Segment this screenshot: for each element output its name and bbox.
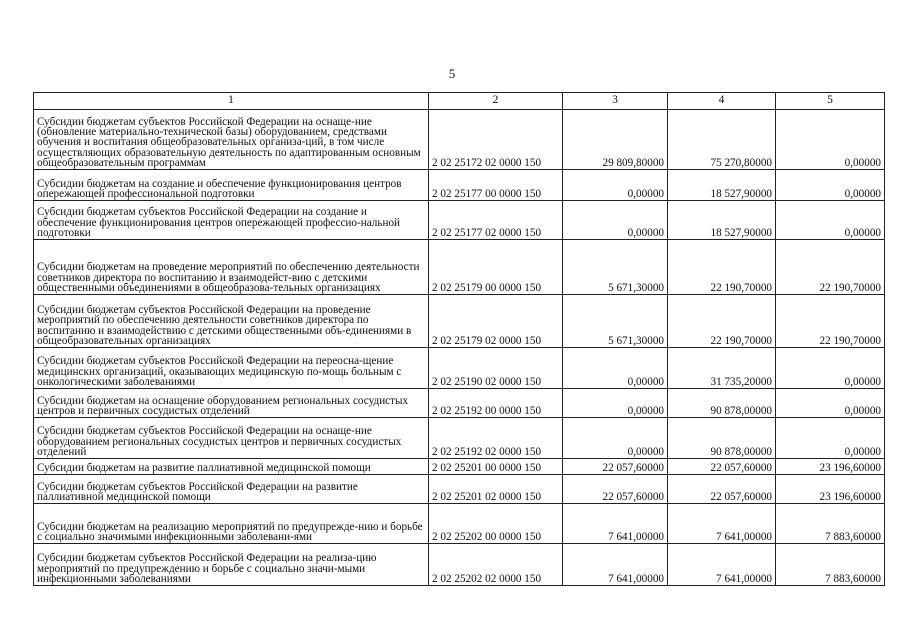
row-value-col3: 0,00000 bbox=[563, 170, 668, 201]
row-code-cell: 2 02 25192 02 0000 150 bbox=[429, 418, 563, 459]
row-value-col3: 0,00000 bbox=[563, 389, 668, 418]
row-value-col5: 23 196,60000 bbox=[776, 475, 885, 504]
row-value-col4: 22 057,60000 bbox=[668, 459, 776, 475]
row-code-cell: 2 02 25179 00 0000 150 bbox=[429, 240, 563, 295]
row-value-col3: 7 641,00000 bbox=[563, 544, 668, 586]
page-number: 5 bbox=[448, 66, 456, 81]
row-value-col5: 7 883,60000 bbox=[776, 504, 885, 544]
table-row bbox=[34, 201, 885, 240]
row-code-cell: 2 02 25202 00 0000 150 bbox=[429, 504, 563, 544]
table-row bbox=[34, 459, 885, 475]
row-value-col5: 0,00000 bbox=[776, 348, 885, 389]
row-name-cell: Субсидии бюджетам субъектов Российской Федерации на реализа-цию мероприятий по предупреждению и борьбе с социально значи-мыми инфекционными заболеваниями bbox=[34, 544, 429, 586]
row-code-cell: 2 02 25192 00 0000 150 bbox=[429, 389, 563, 418]
column-header-5: 5 bbox=[776, 93, 885, 110]
row-name-cell: Субсидии бюджетам на проведение мероприятий по обеспечению деятельности советников директора по воспитанию и взаимодейст-вию с детскими общественными объединениями в общеобразова-тельных организациях bbox=[34, 240, 429, 295]
table-row bbox=[34, 240, 885, 295]
row-code-cell: 2 02 25177 00 0000 150 bbox=[429, 170, 563, 201]
row-value-col5: 0,00000 bbox=[776, 110, 885, 170]
column-header-2: 2 bbox=[429, 93, 563, 110]
row-value-col4: 18 527,90000 bbox=[668, 201, 776, 240]
table-row bbox=[34, 295, 885, 348]
row-code-cell: 2 02 25201 02 0000 150 bbox=[429, 475, 563, 504]
table-row bbox=[34, 389, 885, 418]
row-value-col4: 22 190,70000 bbox=[668, 240, 776, 295]
row-value-col5: 0,00000 bbox=[776, 418, 885, 459]
row-name-cell: Субсидии бюджетам на развитие паллиативной медицинской помощи bbox=[34, 459, 429, 475]
row-name-cell: Субсидии бюджетам субъектов Российской Федерации на оснаще-ние оборудованием региональных сосудистых центров и первичных сосудистых отделений bbox=[34, 418, 429, 459]
row-value-col3: 0,00000 bbox=[563, 348, 668, 389]
row-name-cell: Субсидии бюджетам на оснащение оборудованием региональных сосудистых центров и первичных сосудистых отделений bbox=[34, 389, 429, 418]
row-value-col3: 29 809,80000 bbox=[563, 110, 668, 170]
column-header-4: 4 bbox=[668, 93, 776, 110]
row-name-cell: Субсидии бюджетам субъектов Российской Федерации на проведение мероприятий по обеспечению деятельности советников директора по воспитанию и взаимодействию с детскими общественными объ-единениями в общеобразовательных организациях bbox=[34, 295, 429, 348]
row-value-col3: 7 641,00000 bbox=[563, 504, 668, 544]
row-value-col3: 22 057,60000 bbox=[563, 475, 668, 504]
row-value-col3: 0,00000 bbox=[563, 418, 668, 459]
row-value-col3: 5 671,30000 bbox=[563, 240, 668, 295]
row-value-col5: 22 190,70000 bbox=[776, 295, 885, 348]
row-value-col5: 0,00000 bbox=[776, 389, 885, 418]
table-row bbox=[34, 170, 885, 201]
row-code-cell: 2 02 25190 02 0000 150 bbox=[429, 348, 563, 389]
table-row bbox=[34, 418, 885, 459]
row-code-cell: 2 02 25177 02 0000 150 bbox=[429, 201, 563, 240]
table-row bbox=[34, 544, 885, 586]
row-value-col4: 75 270,80000 bbox=[668, 110, 776, 170]
table-row bbox=[34, 348, 885, 389]
row-name-cell: Субсидии бюджетам субъектов Российской Федерации на развитие паллиативной медицинской помощи bbox=[34, 475, 429, 504]
row-value-col3: 5 671,30000 bbox=[563, 295, 668, 348]
budget-revenue-table bbox=[33, 92, 885, 586]
row-code-cell: 2 02 25202 02 0000 150 bbox=[429, 544, 563, 586]
row-name-cell: Субсидии бюджетам на реализацию мероприятий по предупрежде-нию и борьбе с социально значимыми инфекционными заболевани-ями bbox=[34, 504, 429, 544]
row-value-col5: 0,00000 bbox=[776, 201, 885, 240]
table-row bbox=[34, 110, 885, 170]
table-row bbox=[34, 504, 885, 544]
row-code-cell: 2 02 25201 00 0000 150 bbox=[429, 459, 563, 475]
row-value-col4: 31 735,20000 bbox=[668, 348, 776, 389]
row-value-col4: 90 878,00000 bbox=[668, 418, 776, 459]
row-value-col5: 23 196,60000 bbox=[776, 459, 885, 475]
row-name-cell: Субсидии бюджетам на создание и обеспечение функционирования центров опережающей профессиональной подготовки bbox=[34, 170, 429, 201]
row-name-cell: Субсидии бюджетам субъектов Российской Федерации на создание и обеспечение функционирования центров опережающей профессио-нальной подготовки bbox=[34, 201, 429, 240]
column-header-3: 3 bbox=[563, 93, 668, 110]
row-value-col5: 22 190,70000 bbox=[776, 240, 885, 295]
row-value-col4: 22 057,60000 bbox=[668, 475, 776, 504]
row-code-cell: 2 02 25179 02 0000 150 bbox=[429, 295, 563, 348]
row-value-col5: 7 883,60000 bbox=[776, 544, 885, 586]
row-name-cell: Субсидии бюджетам субъектов Российской Федерации на переосна-щение медицинских организаций, оказывающих медицинскую по-мощь больным с онкологическими заболеваниями bbox=[34, 348, 429, 389]
table-header-row bbox=[34, 93, 885, 110]
row-value-col4: 18 527,90000 bbox=[668, 170, 776, 201]
row-value-col3: 0,00000 bbox=[563, 201, 668, 240]
row-value-col5: 0,00000 bbox=[776, 170, 885, 201]
row-value-col4: 7 641,00000 bbox=[668, 504, 776, 544]
row-value-col3: 22 057,60000 bbox=[563, 459, 668, 475]
table-row bbox=[34, 475, 885, 504]
row-code-cell: 2 02 25172 02 0000 150 bbox=[429, 110, 563, 170]
column-header-1: 1 bbox=[34, 93, 429, 110]
row-value-col4: 7 641,00000 bbox=[668, 544, 776, 586]
row-value-col4: 22 190,70000 bbox=[668, 295, 776, 348]
row-value-col4: 90 878,00000 bbox=[668, 389, 776, 418]
row-name-cell: Субсидии бюджетам субъектов Российской Федерации на оснаще-ние (обновление материально-технической базы) оборудованием, средствами обучения и воспитания общеобразовательных организа-ций, в том числе осуществляющих образовательную деятельность по адаптированным основным общеобразовательным программам bbox=[34, 110, 429, 170]
